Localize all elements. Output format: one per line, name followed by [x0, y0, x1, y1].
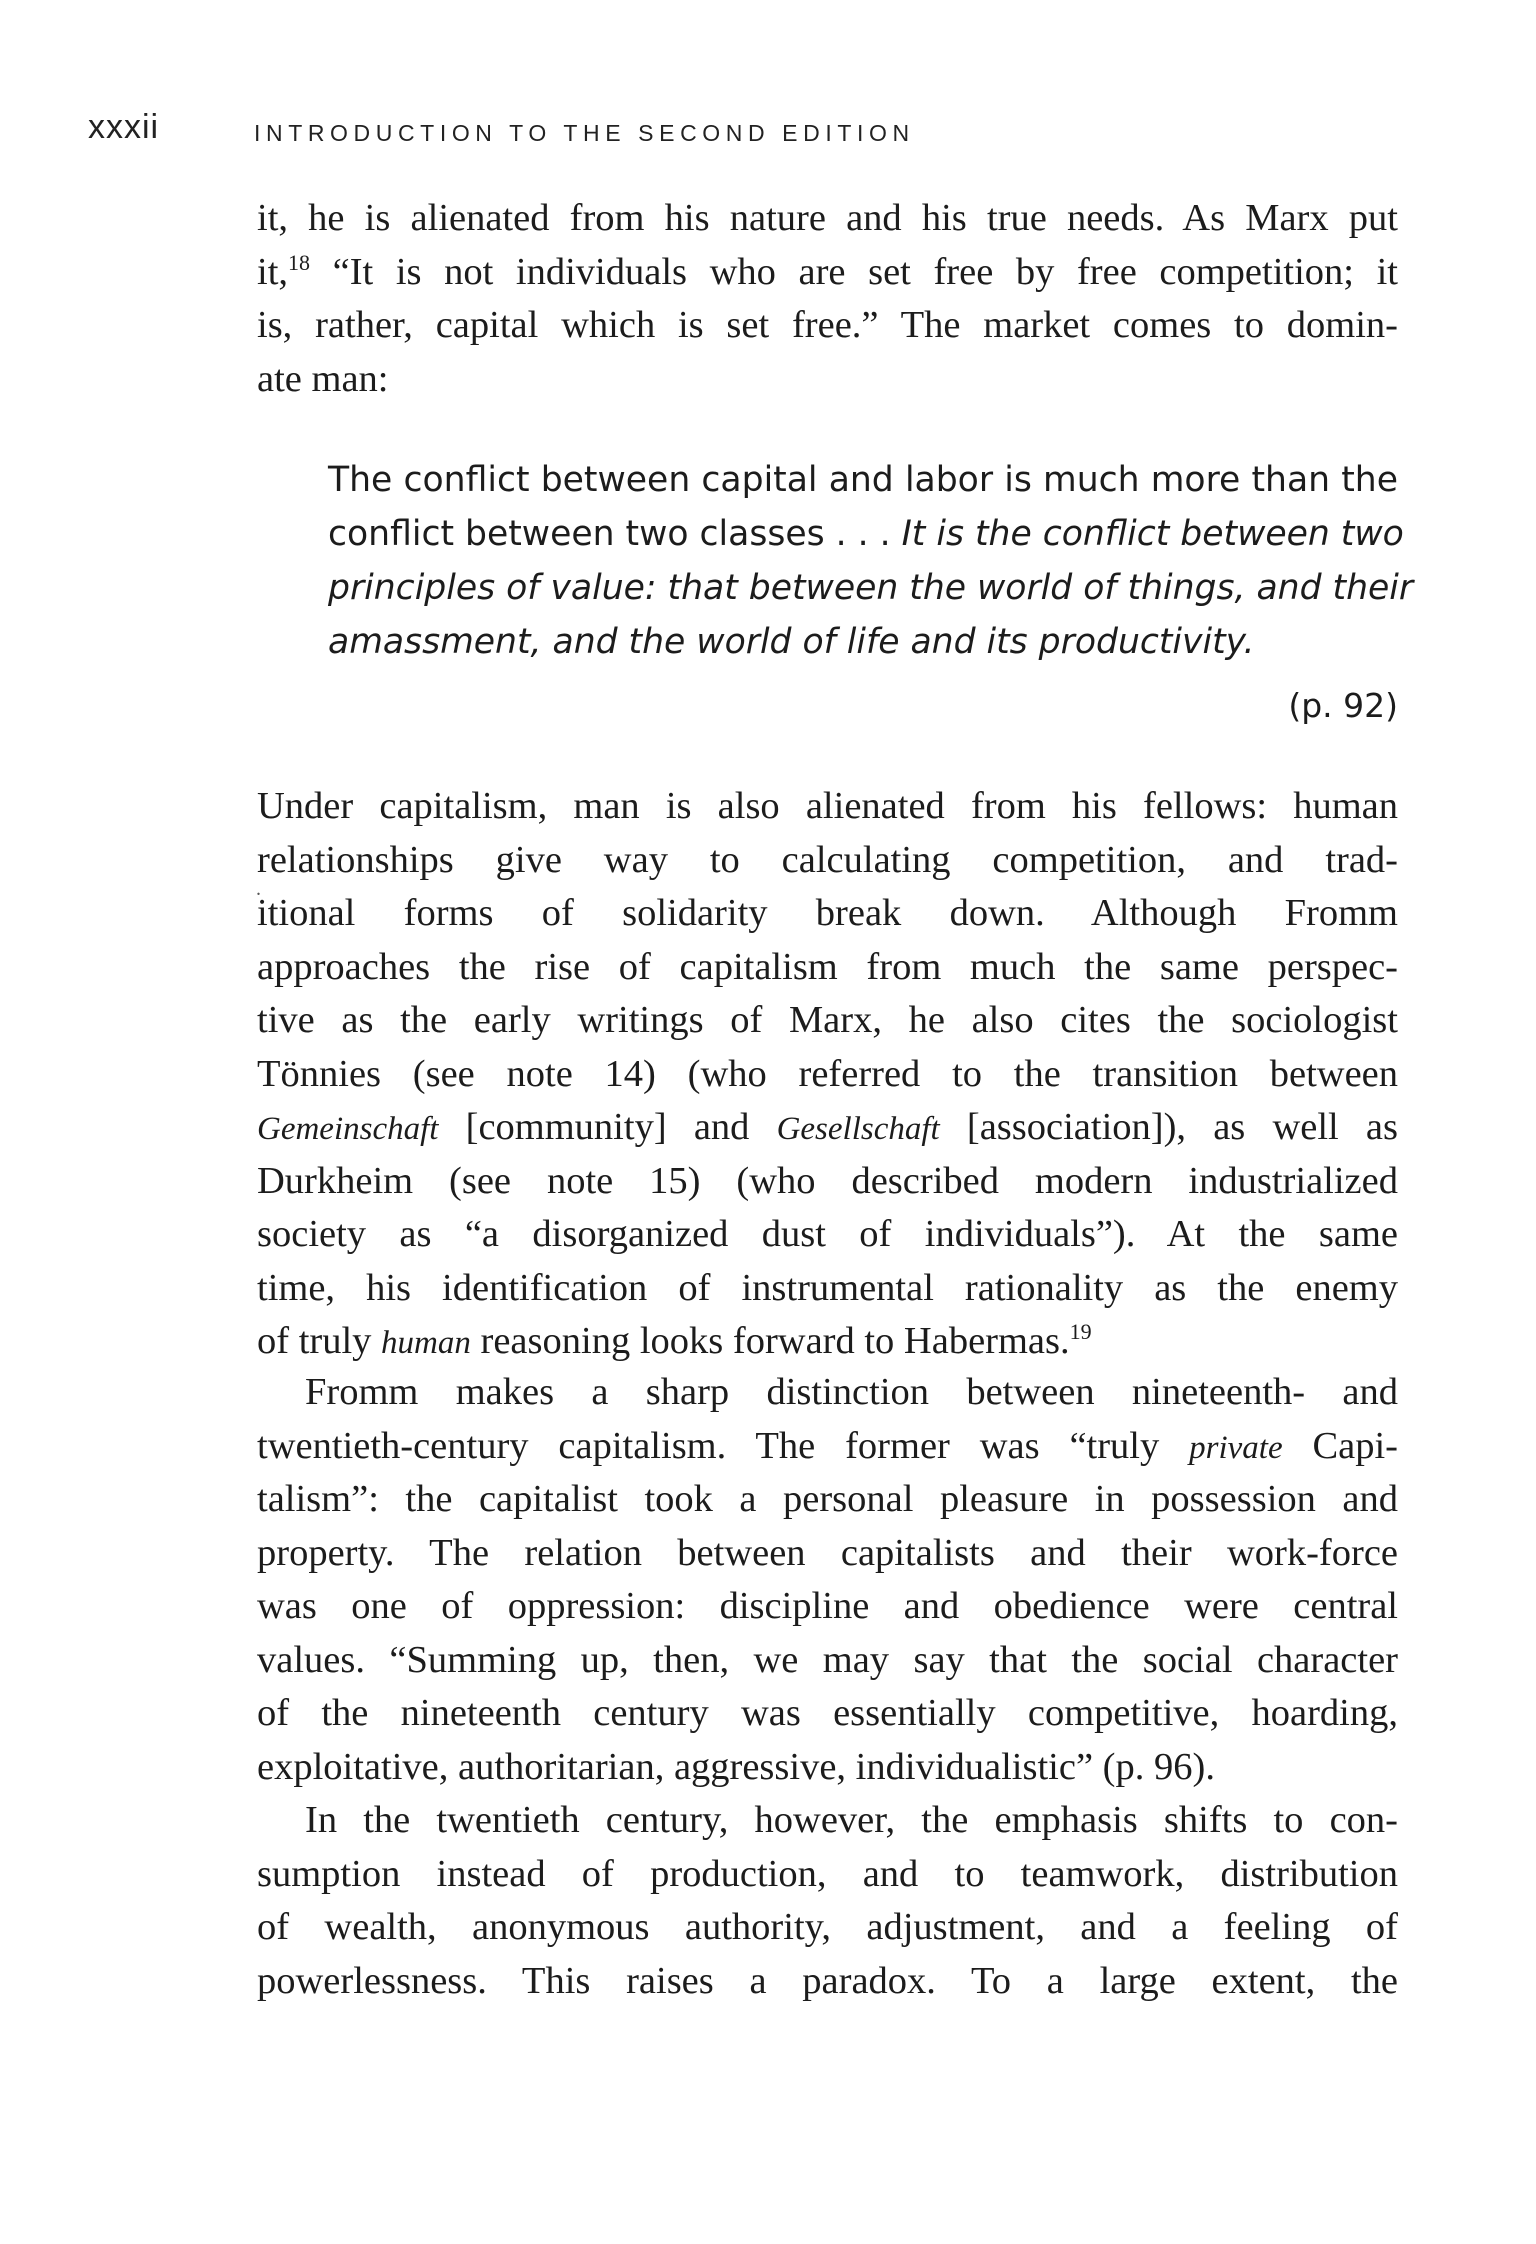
running-head [88, 108, 1408, 158]
text-line: Gemeinschaft [community] and Gesellschaft [association]), as well as [257, 1106, 1398, 1148]
text-line: ate man: [257, 357, 389, 400]
margin-speck: . [256, 878, 261, 900]
text-line: itional forms of solidarity break down. Although Fromm [257, 892, 1398, 934]
text-line: is, rather, capital which is set free.” The market comes to domin- [257, 304, 1398, 346]
paragraph-1 [257, 192, 1398, 406]
text-line: In the twentieth century, however, the emphasis shifts to con- [305, 1799, 1398, 1841]
term-gesellschaft: Gesellschaft [776, 1111, 940, 1147]
text-line: time, his identification of instrumental rationality as the enemy [257, 1266, 1398, 1309]
paragraph-2 [257, 780, 1398, 1369]
quote-line: amassment, and the world of life and its productivity. [328, 622, 1255, 662]
quote-line: conflict between two classes . . . It is the conflict between two [328, 514, 1404, 554]
text-line: was one of oppression: discipline and obedience were central [257, 1585, 1398, 1627]
quote-citation: (p. 92) [1288, 686, 1398, 725]
footnote-ref-19[interactable]: 19 [1069, 1319, 1092, 1344]
page-number: xxxii [88, 108, 160, 146]
paragraph-3 [257, 1366, 1398, 1794]
text-line: Under capitalism, man is also alienated from his fellows: human [257, 785, 1398, 827]
text-line: values. “Summing up, then, we may say that the social character [257, 1638, 1398, 1681]
block-quote [328, 453, 1414, 669]
text-line: sumption instead of production, and to teamwork, distribution [257, 1852, 1398, 1895]
text-line: talism”: the capitalist took a personal pleasure in possession and [257, 1478, 1398, 1520]
text-line: twentieth-century capitalism. The former was “truly private Capi- [257, 1424, 1399, 1467]
footnote-ref-18[interactable]: 18 [288, 249, 311, 275]
text-line: Durkheim (see note 15) (who described modern industrialized [257, 1159, 1398, 1202]
quote-line: principles of value: that between the world of things, and their [328, 568, 1414, 608]
running-head-title: INTRODUCTION TO THE SECOND EDITION [254, 120, 915, 146]
text-line: approaches the rise of capitalism from much the same perspec- [257, 945, 1398, 988]
text-line: of the nineteenth century was essentially competitive, hoarding, [257, 1692, 1398, 1734]
text-line: society as “a disorganized dust of individuals”). At the same [257, 1213, 1398, 1255]
text-line: it,$^{18}$ “It is not individuals who are set free by free competition; it [257, 249, 1398, 293]
text-line: of truly human reasoning looks forward to Habermas.$^{19}$ [257, 1319, 1092, 1362]
text-line: exploitative, authoritarian, aggressive, individualistic” (p. 96). [257, 1745, 1215, 1788]
text-line: Fromm makes a sharp distinction between nineteenth- and [305, 1371, 1398, 1413]
text-line: powerlessness. This raises a paradox. To a large extent, the [257, 1959, 1398, 2002]
term-gemeinschaft: Gemeinschaft [257, 1111, 439, 1147]
text-line: relationships give way to calculating competition, and trad- [257, 838, 1398, 881]
text-line: Tönnies (see note 14) (who referred to the transition between [257, 1052, 1398, 1095]
text-line: it, he is alienated from his nature and his true needs. As Marx put [257, 197, 1398, 239]
paragraph-4 [257, 1794, 1398, 2008]
text-line: tive as the early writings of Marx, he also cites the sociologist [257, 999, 1398, 1041]
text-line: of wealth, anonymous authority, adjustment, and a feeling of [257, 1906, 1398, 1948]
text-line: property. The relation between capitalists and their work-force [257, 1531, 1398, 1574]
quote-line: The conflict between capital and labor is much more than the [328, 460, 1398, 500]
